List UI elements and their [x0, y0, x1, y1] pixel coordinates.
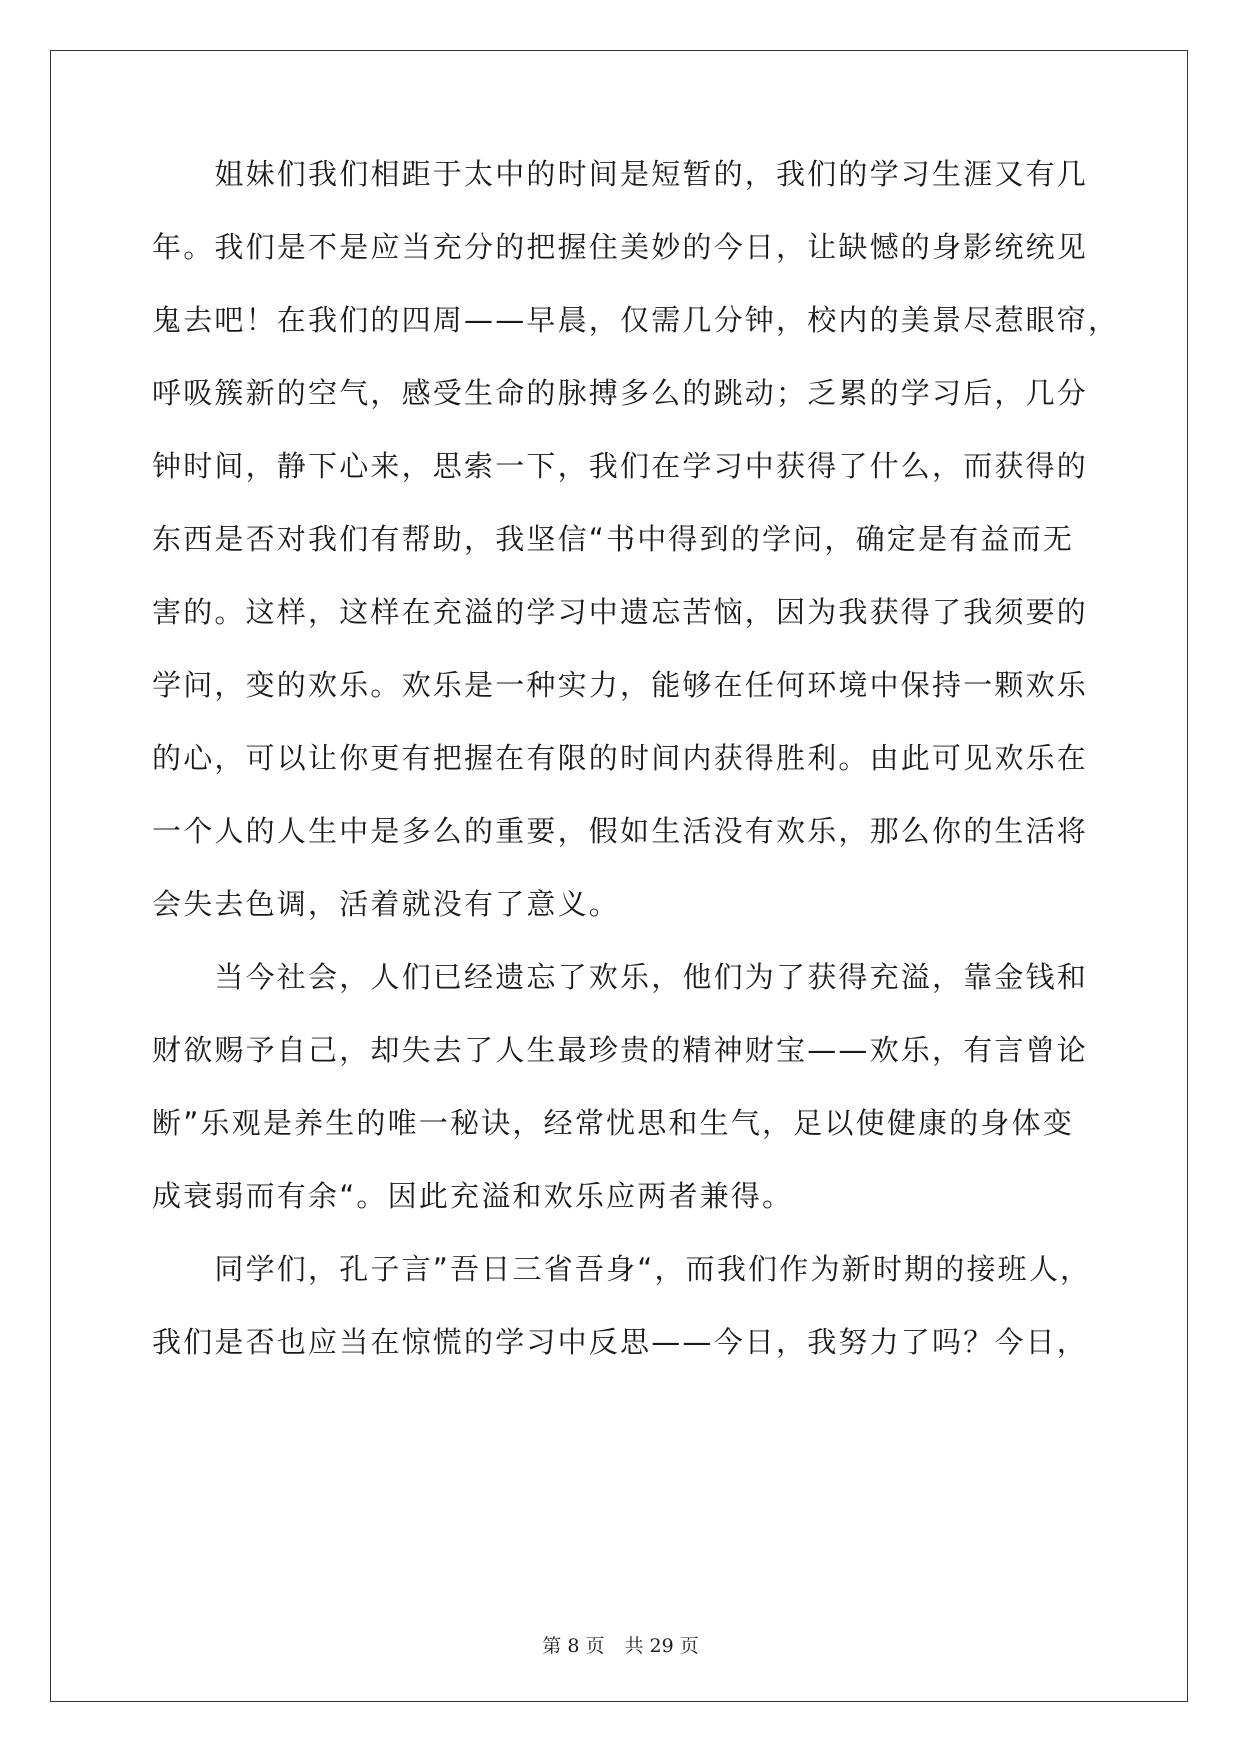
text-line: 钟时间，静下心来，思索一下，我们在学习中获得了什么，而获得的	[152, 449, 1089, 483]
total-pages: 共 29 页	[624, 1635, 699, 1657]
text-line: 同学们，孔子言”吾日三省吾身“，而我们作为新时期的接班人，	[152, 1252, 1092, 1286]
text-line: 害的。这样，这样在充溢的学习中遗忘苦恼，因为我获得了我须要的	[152, 595, 1089, 629]
text-line: 东西是否对我们有帮助，我坚信“书中得到的学问，确定是有益而无	[152, 522, 1075, 556]
page-number: 第 8 页	[542, 1635, 605, 1657]
text-line: 我们是否也应当在惊慌的学习中反思——今日，我努力了吗？今日，	[152, 1325, 1089, 1359]
text-line: 财欲赐予自己，却失去了人生最珍贵的精神财宝——欢乐，有言曾论	[152, 1033, 1089, 1067]
text-line: 年。我们是不是应当充分的把握住美妙的今日，让缺憾的身影统统见	[152, 230, 1089, 264]
text-line: 断”乐观是养生的唯一秘诀，经常忧思和生气，足以使健康的身体变	[152, 1106, 1075, 1140]
text-line: 成衰弱而有余“。因此充溢和欢乐应两者兼得。	[152, 1179, 794, 1213]
text-line: 呼吸簇新的空气，感受生命的脉搏多么的跳动；乏累的学习后，几分	[152, 376, 1089, 410]
text-line: 鬼去吧！在我们的四周——早晨，仅需几分钟，校内的美景尽惹眼帘，	[152, 303, 1120, 337]
text-line: 会失去色调，活着就没有了意义。	[152, 887, 621, 921]
text-line: 学问，变的欢乐。欢乐是一种实力，能够在任何环境中保持一颗欢乐	[152, 668, 1089, 702]
page-footer	[0, 1634, 1241, 1658]
text-line: 姐妹们我们相距于太中的时间是短暂的，我们的学习生涯又有几	[152, 157, 1089, 191]
text-line: 当今社会，人们已经遗忘了欢乐，他们为了获得充溢，靠金钱和	[152, 960, 1089, 994]
text-line: 一个人的人生中是多么的重要，假如生活没有欢乐，那么你的生活将	[152, 814, 1089, 848]
page-border	[50, 50, 1188, 1702]
text-line: 的心，可以让你更有把握在有限的时间内获得胜利。由此可见欢乐在	[152, 741, 1089, 775]
